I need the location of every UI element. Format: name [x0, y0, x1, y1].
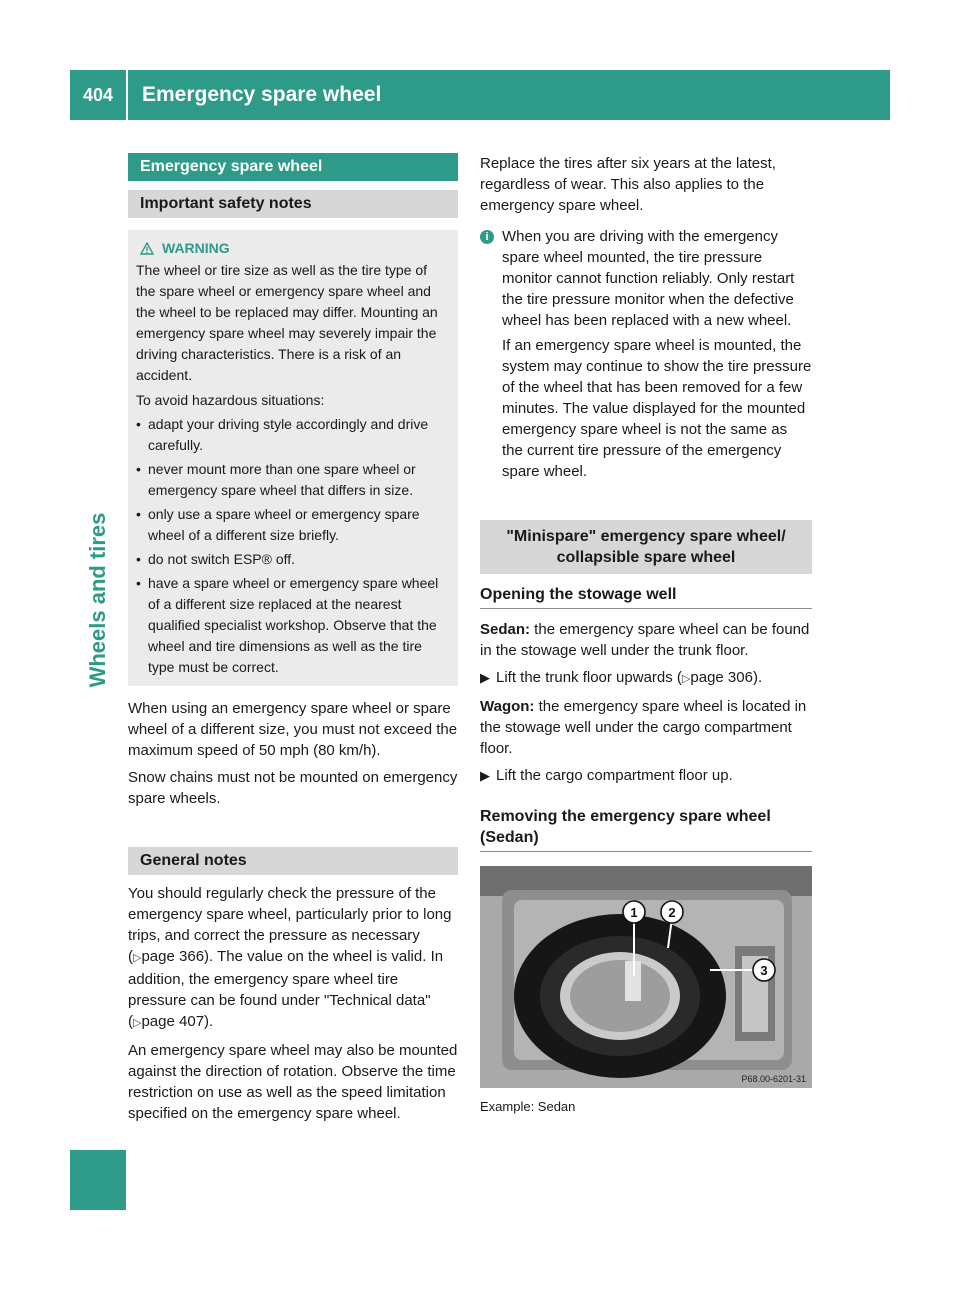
page-ref-link[interactable]: page 407: [141, 1013, 205, 1030]
photo-caption: Example: Sedan: [480, 1099, 576, 1114]
step-arrow-icon: ▶: [480, 768, 490, 783]
section-heading: Emergency spare wheel: [128, 153, 458, 181]
replace-tires-text: Replace the tires after six years at the latest, regardless of wear. This also applies to the emergency spare wheel.: [480, 155, 776, 214]
spare-wheel-photo: [480, 866, 812, 1088]
info-note: [480, 226, 812, 482]
page-title: Emergency spare wheel: [142, 83, 382, 106]
rotation-text: An emergency spare wheel may also be mounted against the direction of rotation. Observe the time restriction on use as well as the speed limitation specified on the emergency spare wheel.: [128, 1042, 458, 1122]
minispare-heading: "Minispare" emergency spare wheel/ collapsible spare wheel: [480, 520, 812, 574]
warning-bullet: • do not switch ESP® off.: [136, 551, 296, 567]
page-ref-icon: ▷: [133, 1017, 142, 1029]
info-icon: i: [480, 230, 494, 244]
warning-bullet: • adapt your driving style accordingly and drive carefully.: [136, 416, 429, 453]
snow-chains-text: Snow chains must not be mounted on emergency spare wheels.: [128, 769, 458, 807]
step-lift-trunk-floor: ▶ Lift the trunk floor upwards (▷page 306).: [480, 667, 812, 690]
subheading-safety: Important safety notes: [128, 190, 458, 218]
spare-wheel-illustration: [480, 866, 812, 1088]
general-notes-text: You should regularly check the pressure of the emergency spare wheel, particularly prior to long trips, and correct the pressure as necessary (▷page 366). The value on the wheel is valid. In addition, the emergency spare wheel tire pressure can be found under "Technical data" (▷page 407).: [128, 885, 452, 1030]
callout-2: 2: [668, 905, 676, 920]
subheading-general: General notes: [128, 847, 458, 875]
left-column: [128, 153, 458, 1124]
warning-title: [136, 240, 450, 256]
sedan-text: Sedan: the emergency spare wheel can be found in the stowage well under the trunk floor.: [480, 621, 810, 659]
callout-3: 3: [760, 963, 768, 978]
warning-label: WARNING: [162, 240, 230, 256]
right-column: [480, 153, 812, 1116]
wagon-text: Wagon: the emergency spare wheel is located in the stowage well under the cargo compartment floor.: [480, 698, 807, 757]
page-ref-link[interactable]: page 306: [690, 669, 753, 686]
warning-text: The wheel or tire size as well as the tire type of the spare wheel or emergency spare wheel and the wheel to be replaced may differ. Mounting an emergency spare wheel may severely impair the driving characteristics. There is a risk of an accident.: [136, 262, 438, 383]
speed-limit-text: When using an emergency spare wheel or spare wheel of a different size, you must not exceed the maximum speed of 50 mph (80 km/h).: [128, 700, 458, 759]
header-divider: [126, 70, 128, 120]
warning-triangle-icon: [140, 242, 154, 255]
callout-1: 1: [630, 905, 638, 920]
stowage-heading: Opening the stowage well: [480, 584, 812, 609]
photo-code: P68.00-6201-31: [741, 1074, 806, 1084]
warning-bullet: • have a spare wheel or emergency spare wheel of a different size replaced at the nearest qualified specialist workshop. Observe that the wheel and tire dimensions as well as the tire type must be correct.: [136, 575, 439, 675]
removing-heading: Removing the emergency spare wheel (Sedan): [480, 806, 812, 852]
info-text-1: When you are driving with the emergency spare wheel mounted, the tire pressure monitor cannot function reliably. Only restart the tire pressure monitor when the defective wheel has been replaced with a new wheel.: [502, 228, 795, 329]
warning-box: [128, 230, 458, 686]
chapter-tab-label: Wheels and tires: [85, 512, 110, 688]
step-lift-cargo-floor: ▶ Lift the cargo compartment floor up.: [480, 767, 733, 784]
step-arrow-icon: ▶: [480, 670, 490, 685]
page-ref-icon: ▷: [681, 673, 691, 685]
warning-bullet: • never mount more than one spare wheel or emergency spare wheel that differs in size.: [136, 461, 416, 498]
warning-intro: To avoid hazardous situations:: [136, 392, 325, 408]
page-number: 404: [82, 84, 114, 105]
info-text-2: If an emergency spare wheel is mounted, the system may continue to show the tire pressure of the wheel that has been removed for a few minutes. The value displayed for the mounted emergency spare wheel is not the same as the current tire pressure of the emergency spare wheel.: [502, 337, 812, 480]
warning-bullet: • only use a spare wheel or emergency spare wheel of a different size briefly.: [136, 506, 420, 543]
page-ref-link[interactable]: page 366: [141, 948, 205, 965]
chapter-tab-marker: [70, 1150, 126, 1210]
page-ref-icon: ▷: [133, 952, 142, 964]
